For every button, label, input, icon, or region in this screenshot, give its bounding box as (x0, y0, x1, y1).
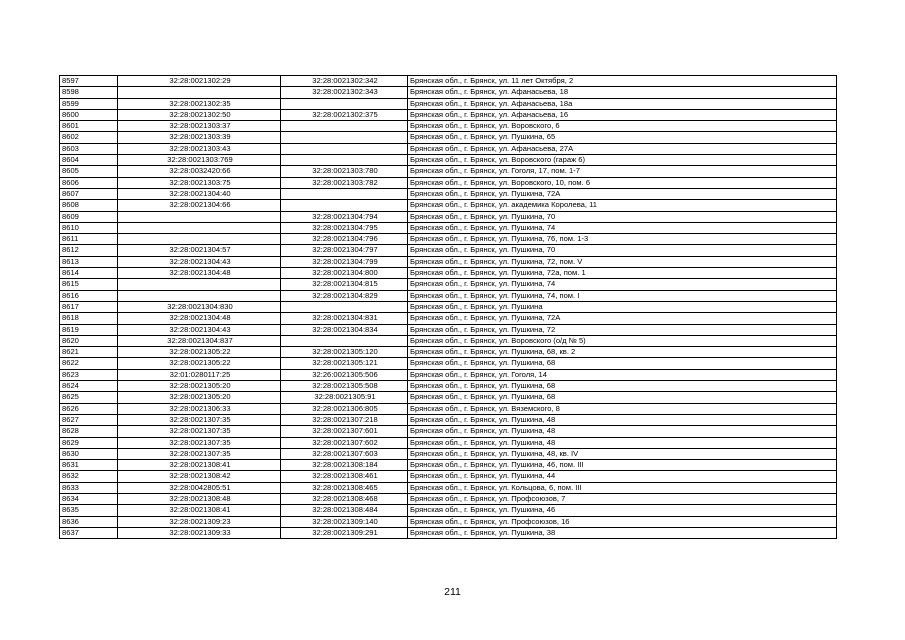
cadastral-number-cell: 32:28:0021307:35 (118, 426, 281, 437)
building-cadastral-number-cell: 32:28:0021304:831 (281, 313, 408, 324)
address-cell: Брянская обл., г. Брянск, ул. Пушкина, 68, кв. 2 (408, 347, 837, 358)
cadastral-number-cell (118, 87, 281, 98)
cadastral-number-cell: 32:28:0021305:22 (118, 347, 281, 358)
cadastral-number-cell: 32:28:0021303:75 (118, 177, 281, 188)
table-row (60, 155, 837, 166)
building-cadastral-number-cell (281, 200, 408, 211)
building-cadastral-number-cell: 32:28:0021308:465 (281, 482, 408, 493)
building-cadastral-number-cell: 32:28:0021308:184 (281, 460, 408, 471)
building-cadastral-number-cell: 32:26:0021305:506 (281, 369, 408, 380)
row-number-cell: 8613 (60, 256, 118, 267)
cadastral-number-cell: 32:28:0021303:37 (118, 121, 281, 132)
address-cell: Брянская обл., г. Брянск, ул. Пушкина, 72А (408, 188, 837, 199)
table-row (60, 76, 837, 87)
cadastral-number-cell: 32:28:0021303:39 (118, 132, 281, 143)
building-cadastral-number-cell (281, 143, 408, 154)
table-row (60, 335, 837, 346)
row-number-cell: 8608 (60, 200, 118, 211)
table-row (60, 324, 837, 335)
address-cell: Брянская обл., г. Брянск, ул. Афанасьева, 27А (408, 143, 837, 154)
building-cadastral-number-cell: 32:28:0021309:140 (281, 516, 408, 527)
cadastral-number-cell: 32:28:0021304:48 (118, 313, 281, 324)
table-row (60, 527, 837, 538)
address-cell: Брянская обл., г. Брянск, ул. Пушкина, 74 (408, 222, 837, 233)
address-cell: Брянская обл., г. Брянск, ул. Пушкина, 44 (408, 471, 837, 482)
row-number-cell: 8605 (60, 166, 118, 177)
row-number-cell: 8618 (60, 313, 118, 324)
table-row (60, 121, 837, 132)
table-row (60, 460, 837, 471)
building-cadastral-number-cell: 32:28:0021304:834 (281, 324, 408, 335)
cadastral-number-cell: 32:28:0021304:43 (118, 256, 281, 267)
row-number-cell: 8623 (60, 369, 118, 380)
table-row (60, 301, 837, 312)
table-row (60, 505, 837, 516)
table-row (60, 414, 837, 425)
row-number-cell: 8624 (60, 381, 118, 392)
table-row (60, 403, 837, 414)
address-cell: Брянская обл., г. Брянск, ул. Пушкина, 72 (408, 324, 837, 335)
row-number-cell: 8622 (60, 358, 118, 369)
address-cell: Брянская обл., г. Брянск, ул. Профсоюзов, 7 (408, 493, 837, 504)
row-number-cell: 8603 (60, 143, 118, 154)
table-row (60, 313, 837, 324)
table-row (60, 358, 837, 369)
table-row (60, 471, 837, 482)
address-cell: Брянская обл., г. Брянск, ул. Профсоюзов, 16 (408, 516, 837, 527)
cadastral-number-cell: 32:28:0021303:769 (118, 155, 281, 166)
address-cell: Брянская обл., г. Брянск, ул. Пушкина, 68 (408, 358, 837, 369)
cadastral-number-cell: 32:28:0021306:33 (118, 403, 281, 414)
building-cadastral-number-cell: 32:28:0021307:218 (281, 414, 408, 425)
address-cell: Брянская обл., г. Брянск, ул. Пушкина, 70 (408, 211, 837, 222)
cadastral-number-cell: 32:28:0021307:35 (118, 437, 281, 448)
table-row (60, 279, 837, 290)
cadastral-number-cell: 32:28:0021309:33 (118, 527, 281, 538)
building-cadastral-number-cell (281, 301, 408, 312)
cadastral-number-cell (118, 222, 281, 233)
row-number-cell: 8606 (60, 177, 118, 188)
cadastral-number-cell: 32:28:0021304:48 (118, 268, 281, 279)
table-row (60, 166, 837, 177)
building-cadastral-number-cell: 32:28:0021306:805 (281, 403, 408, 414)
building-cadastral-number-cell: 32:28:0021305:120 (281, 347, 408, 358)
building-cadastral-number-cell: 32:28:0021302:343 (281, 87, 408, 98)
address-cell: Брянская обл., г. Брянск, ул. Гоголя, 17, пом. 1-7 (408, 166, 837, 177)
row-number-cell: 8626 (60, 403, 118, 414)
cadastral-number-cell: 32:28:0021304:40 (118, 188, 281, 199)
address-cell: Брянская обл., г. Брянск, ул. Вяземского, 8 (408, 403, 837, 414)
row-number-cell: 8597 (60, 76, 118, 87)
table-row (60, 234, 837, 245)
table-row (60, 87, 837, 98)
table-row (60, 381, 837, 392)
table-row (60, 392, 837, 403)
address-cell: Брянская обл., г. Брянск, ул. Пушкина, 65 (408, 132, 837, 143)
row-number-cell: 8599 (60, 98, 118, 109)
building-cadastral-number-cell: 32:28:0021304:800 (281, 268, 408, 279)
table-row (60, 268, 837, 279)
building-cadastral-number-cell: 32:28:0021304:797 (281, 245, 408, 256)
table-row (60, 245, 837, 256)
table-row (60, 98, 837, 109)
building-cadastral-number-cell: 32:28:0021305:91 (281, 392, 408, 403)
cadastral-number-cell: 32:28:0021304:830 (118, 301, 281, 312)
address-cell: Брянская обл., г. Брянск, ул. 11 лет Октября, 2 (408, 76, 837, 87)
cadastral-number-cell: 32:28:0021305:22 (118, 358, 281, 369)
cadastral-number-cell: 32:28:0021307:35 (118, 448, 281, 459)
building-cadastral-number-cell: 32:28:0021304:795 (281, 222, 408, 233)
cadastral-number-cell: 32:28:0021302:50 (118, 109, 281, 120)
table-row (60, 132, 837, 143)
cadastral-number-cell (118, 290, 281, 301)
cadastral-number-cell (118, 279, 281, 290)
row-number-cell: 8611 (60, 234, 118, 245)
row-number-cell: 8612 (60, 245, 118, 256)
building-cadastral-number-cell: 32:28:0021303:780 (281, 166, 408, 177)
cadastral-number-cell: 32:28:0021304:837 (118, 335, 281, 346)
address-cell: Брянская обл., г. Брянск, ул. Афанасьева, 18а (408, 98, 837, 109)
building-cadastral-number-cell: 32:28:0021305:121 (281, 358, 408, 369)
address-cell: Брянская обл., г. Брянск, ул. Пушкина, 68 (408, 381, 837, 392)
cadastral-number-cell: 32:28:0021308:41 (118, 460, 281, 471)
row-number-cell: 8636 (60, 516, 118, 527)
row-number-cell: 8629 (60, 437, 118, 448)
building-cadastral-number-cell (281, 98, 408, 109)
address-cell: Брянская обл., г. Брянск, ул. Пушкина, 76, пом. 1-3 (408, 234, 837, 245)
table-row (60, 448, 837, 459)
cadastral-number-cell: 32:28:0021309:23 (118, 516, 281, 527)
building-cadastral-number-cell: 32:28:0021308:461 (281, 471, 408, 482)
cadastral-number-cell (118, 211, 281, 222)
table-row (60, 211, 837, 222)
row-number-cell: 8628 (60, 426, 118, 437)
table-row (60, 143, 837, 154)
cadastral-number-cell: 32:28:0021308:41 (118, 505, 281, 516)
row-number-cell: 8614 (60, 268, 118, 279)
address-cell: Брянская обл., г. Брянск, ул. Пушкина, 68 (408, 392, 837, 403)
row-number-cell: 8621 (60, 347, 118, 358)
row-number-cell: 8631 (60, 460, 118, 471)
building-cadastral-number-cell: 32:28:0021308:484 (281, 505, 408, 516)
row-number-cell: 8604 (60, 155, 118, 166)
building-cadastral-number-cell: 32:28:0021304:815 (281, 279, 408, 290)
table-row (60, 347, 837, 358)
address-cell: Брянская обл., г. Брянск, ул. Пушкина, 38 (408, 527, 837, 538)
table-row (60, 188, 837, 199)
address-cell: Брянская обл., г. Брянск, ул. Пушкина, 72, пом. V (408, 256, 837, 267)
building-cadastral-number-cell: 32:28:0021304:799 (281, 256, 408, 267)
table-row (60, 516, 837, 527)
table-row (60, 369, 837, 380)
row-number-cell: 8635 (60, 505, 118, 516)
row-number-cell: 8619 (60, 324, 118, 335)
table-row (60, 177, 837, 188)
row-number-cell: 8627 (60, 414, 118, 425)
address-cell: Брянская обл., г. Брянск, ул. Пушкина, 74 (408, 279, 837, 290)
cadastral-number-cell: 32:28:0021308:48 (118, 493, 281, 504)
address-cell: Брянская обл., г. Брянск, ул. Афанасьева, 16 (408, 109, 837, 120)
cadastral-number-cell: 32:01:0280117:25 (118, 369, 281, 380)
address-cell: Брянская обл., г. Брянск, ул. Пушкина, 48 (408, 426, 837, 437)
row-number-cell: 8600 (60, 109, 118, 120)
address-cell: Брянская обл., г. Брянск, ул. Пушкина (408, 301, 837, 312)
building-cadastral-number-cell: 32:28:0021308:468 (281, 493, 408, 504)
table-row (60, 256, 837, 267)
cadastral-number-cell: 32:28:0021304:57 (118, 245, 281, 256)
address-cell: Брянская обл., г. Брянск, ул. Воровского, 6 (408, 121, 837, 132)
page-number: 211 (444, 586, 461, 598)
address-cell: Брянская обл., г. Брянск, ул. Пушкина, 48 (408, 414, 837, 425)
building-cadastral-number-cell: 32:28:0021303:782 (281, 177, 408, 188)
row-number-cell: 8617 (60, 301, 118, 312)
address-cell: Брянская обл., г. Брянск, ул. Афанасьева, 18 (408, 87, 837, 98)
row-number-cell: 8630 (60, 448, 118, 459)
row-number-cell: 8598 (60, 87, 118, 98)
building-cadastral-number-cell (281, 155, 408, 166)
building-cadastral-number-cell: 32:28:0021307:603 (281, 448, 408, 459)
registry-table (59, 75, 837, 539)
table-row (60, 109, 837, 120)
cadastral-number-cell: 32:28:0021302:29 (118, 76, 281, 87)
row-number-cell: 8601 (60, 121, 118, 132)
registry-table-body (60, 76, 837, 539)
cadastral-number-cell: 32:28:0021303:43 (118, 143, 281, 154)
address-cell: Брянская обл., г. Брянск, ул. Пушкина, 46 (408, 505, 837, 516)
cadastral-number-cell: 32:28:0021304:43 (118, 324, 281, 335)
row-number-cell: 8634 (60, 493, 118, 504)
building-cadastral-number-cell: 32:28:0021307:601 (281, 426, 408, 437)
row-number-cell: 8609 (60, 211, 118, 222)
address-cell: Брянская обл., г. Брянск, ул. Воровского, 10, пом. 6 (408, 177, 837, 188)
cadastral-number-cell: 32:28:0042805:51 (118, 482, 281, 493)
building-cadastral-number-cell: 32:28:0021304:796 (281, 234, 408, 245)
address-cell: Брянская обл., г. Брянск, ул. Воровского (гараж 6) (408, 155, 837, 166)
address-cell: Брянская обл., г. Брянск, ул. Гоголя, 14 (408, 369, 837, 380)
building-cadastral-number-cell: 32:28:0021307:602 (281, 437, 408, 448)
table-row (60, 290, 837, 301)
address-cell: Брянская обл., г. Брянск, ул. Пушкина, 46, пом. III (408, 460, 837, 471)
building-cadastral-number-cell: 32:28:0021304:829 (281, 290, 408, 301)
row-number-cell: 8615 (60, 279, 118, 290)
table-row (60, 426, 837, 437)
building-cadastral-number-cell: 32:28:0021305:508 (281, 381, 408, 392)
address-cell: Брянская обл., г. Брянск, ул. Пушкина, 74, пом. I (408, 290, 837, 301)
building-cadastral-number-cell: 32:28:0021309:291 (281, 527, 408, 538)
cadastral-number-cell: 32:28:0021305:20 (118, 392, 281, 403)
table-row (60, 482, 837, 493)
table-row (60, 222, 837, 233)
address-cell: Брянская обл., г. Брянск, ул. Воровского (о/д № 5) (408, 335, 837, 346)
building-cadastral-number-cell (281, 188, 408, 199)
cadastral-number-cell: 32:28:0021304:66 (118, 200, 281, 211)
row-number-cell: 8625 (60, 392, 118, 403)
building-cadastral-number-cell (281, 335, 408, 346)
building-cadastral-number-cell (281, 132, 408, 143)
building-cadastral-number-cell: 32:28:0021304:794 (281, 211, 408, 222)
cadastral-number-cell: 32:28:0021305:20 (118, 381, 281, 392)
cadastral-number-cell: 32:28:0021302:35 (118, 98, 281, 109)
address-cell: Брянская обл., г. Брянск, ул. Пушкина, 72а, пом. 1 (408, 268, 837, 279)
address-cell: Брянская обл., г. Брянск, ул. академика Королева, 11 (408, 200, 837, 211)
table-row (60, 200, 837, 211)
row-number-cell: 8637 (60, 527, 118, 538)
cadastral-number-cell: 32:28:0032420:66 (118, 166, 281, 177)
cadastral-number-cell: 32:28:0021307:35 (118, 414, 281, 425)
building-cadastral-number-cell: 32:28:0021302:342 (281, 76, 408, 87)
building-cadastral-number-cell (281, 121, 408, 132)
row-number-cell: 8620 (60, 335, 118, 346)
row-number-cell: 8602 (60, 132, 118, 143)
address-cell: Брянская обл., г. Брянск, ул. Кольцова, 6, пом. III (408, 482, 837, 493)
row-number-cell: 8610 (60, 222, 118, 233)
address-cell: Брянская обл., г. Брянск, ул. Пушкина, 72А (408, 313, 837, 324)
building-cadastral-number-cell: 32:28:0021302:375 (281, 109, 408, 120)
cadastral-number-cell: 32:28:0021308:42 (118, 471, 281, 482)
row-number-cell: 8632 (60, 471, 118, 482)
row-number-cell: 8616 (60, 290, 118, 301)
address-cell: Брянская обл., г. Брянск, ул. Пушкина, 48, кв. IV (408, 448, 837, 459)
address-cell: Брянская обл., г. Брянск, ул. Пушкина, 48 (408, 437, 837, 448)
address-cell: Брянская обл., г. Брянск, ул. Пушкина, 70 (408, 245, 837, 256)
table-row (60, 437, 837, 448)
table-row (60, 493, 837, 504)
row-number-cell: 8607 (60, 188, 118, 199)
cadastral-number-cell (118, 234, 281, 245)
row-number-cell: 8633 (60, 482, 118, 493)
